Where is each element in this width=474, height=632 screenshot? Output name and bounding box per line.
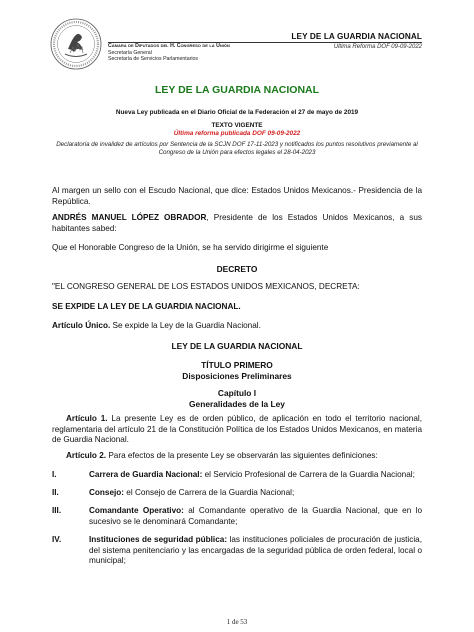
- law-heading: LEY DE LA GUARDIA NACIONAL: [171, 341, 303, 351]
- sole-article-text: Se expide la Ley de la Guardia Nacional.: [110, 321, 261, 330]
- sole-article-paragraph: [52, 321, 422, 332]
- article-2-paragraph: [52, 451, 422, 462]
- general-secretariat: Secretaría General: [108, 49, 152, 56]
- header-rule: [108, 42, 422, 43]
- president-name: ANDRÉS MANUEL LÓPEZ OBRADOR: [52, 213, 207, 222]
- definition-number: II.: [52, 488, 59, 497]
- president-paragraph: [52, 213, 422, 234]
- article-1-text: La presente Ley es de orden público, de aplicación en todo el territorio nacional, reglamentaria del artículo 21 de la Constitución Política de los Estados Unidos Mexicanos, en materia de Guardia Nacional.: [52, 414, 422, 445]
- decree-heading: DECRETO: [216, 264, 258, 274]
- chapter-one-block: [52, 388, 422, 409]
- decree-paragraph: "EL CONGRESO GENERAL DE LOS ESTADOS UNIDOS MEXICANOS, DECRETA:: [52, 282, 360, 291]
- president-text: , Presidente de los Estados Unidos Mexicanos, a sus habitantes sabed:: [52, 213, 422, 233]
- title-one-name: Disposiciones Preliminares: [182, 370, 292, 381]
- title-one-block: [52, 360, 422, 381]
- current-text-label: TEXTO VIGENTE: [211, 122, 263, 129]
- definition-text: Consejo: el Consejo de Carrera de la Guardia Nacional;: [89, 488, 295, 497]
- definition-number: I.: [52, 470, 57, 479]
- congress-paragraph: Que el Honorable Congreso de la Unión, se ha servido dirigirme el siguiente: [52, 243, 329, 252]
- running-title: LEY DE LA GUARDIA NACIONAL: [291, 32, 422, 41]
- publication-note: Nueva Ley publicada en el Diario Oficial de la Federación el 27 de mayo de 2019: [115, 109, 359, 116]
- article-2-text: Para efectos de la presente Ley se observarán las siguientes definiciones:: [106, 451, 378, 460]
- last-reform-note: Última reforma publicada DOF 09-09-2022: [173, 130, 301, 137]
- services-secretariat: Secretaría de Servicios Parlamentarios: [108, 56, 198, 63]
- definition-number: IV.: [52, 535, 62, 544]
- sole-article-label: Artículo Único.: [52, 321, 111, 330]
- definition-text: Carrera de Guardia Nacional: el Servicio Profesional de Carrera de la Guardia Nacional;: [89, 470, 415, 479]
- definition-text: Instituciones de seguridad pública: las instituciones policiales de procuración de justicia, del sistema penitenciario y las encargadas de la seguridad pública de orden federal, local o municipal;: [89, 535, 422, 566]
- page-number: 1 de 53: [226, 618, 248, 626]
- chamber-name: Cámara de Diputados del H. Congreso de la Unión: [108, 43, 230, 49]
- article-1-label: Artículo 1.: [66, 414, 108, 423]
- title-one: TÍTULO PRIMERO: [201, 360, 273, 370]
- status-block: [52, 122, 422, 138]
- article-2-label: Artículo 2.: [66, 451, 107, 460]
- institution-block: [108, 43, 230, 63]
- national-seal-icon: [50, 18, 102, 70]
- chapter-one: Capítulo I: [217, 388, 257, 398]
- chapter-one-name: Generalidades de la Ley: [189, 398, 285, 409]
- article-1-paragraph: [52, 414, 422, 446]
- issue-paragraph: SE EXPIDE LA LEY DE LA GUARDIA NACIONAL.: [52, 302, 241, 311]
- seal-paragraph: Al margen un sello con el Escudo Nacional, que dice: Estados Unidos Mexicanos.- Presidencia de la República.: [52, 186, 422, 206]
- law-title: LEY DE LA GUARDIA NACIONAL: [154, 84, 320, 96]
- invalidity-declaration: Declaratoria de invalidez de artículos por Sentencia de la SCJN DOF 17-11-2023 y notificados los puntos resolutivos previamente al Congreso de la Unión para efectos legales el 28-04-2023: [56, 141, 418, 157]
- definitions-list: [52, 470, 422, 600]
- definition-text: Comandante Operativo: al Comandante operativo de la Guardia Nacional, que en lo sucesivo se le denominará Comandante;: [89, 506, 422, 526]
- header-last-reform: Última Reforma DOF 09-09-2022: [333, 44, 422, 50]
- definition-number: III.: [52, 506, 62, 515]
- running-header: [291, 32, 422, 41]
